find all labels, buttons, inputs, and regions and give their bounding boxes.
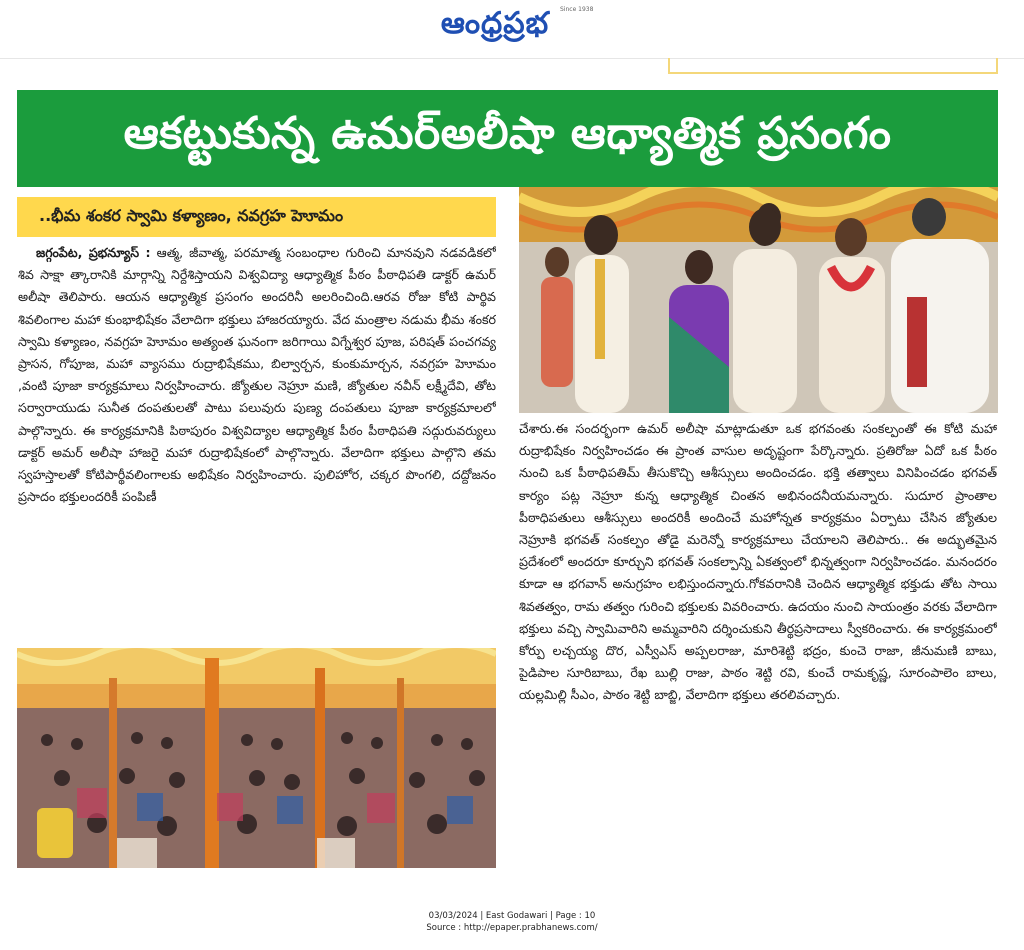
- headline-banner: [17, 90, 998, 187]
- headline: ఆకట్టుకున్న ఉమర్‌అలీషా ఆధ్యాత్మిక ప్రసంగం: [123, 107, 892, 159]
- photo-devotees-crowd: [17, 648, 496, 868]
- article-body-left: [18, 242, 496, 640]
- footer-dateline: 03/03/2024 | East Godawari | Page : 10: [428, 911, 596, 921]
- subheadline: ..భీమ శంకర స్వామి కళ్యాణం, నవగ్రహ హెూమం: [17, 197, 496, 237]
- article-text-right: చేశారు.ఈ సందర్భంగా ఉమర్ అలీషా మాట్లాడుతూ ఒక భగవంతు సంకల్పంతో ఈ కోటి మహా రుద్రాభిషేకం నిర్వహించడం ఈ ప్రాంత వాసుల అదృష్టంగా పేర్కొన్నారు. ప్రతిరోజు ఏదో ఒక పీఠం నుంచి ఒక పీఠాధిపతిమ్ తీసుకొచ్చి ఆశీస్సులు అందించడం. భక్తి తత్వాలు వినిపించడం భగవత్ కార్యం పట్ల నెహ్రూ కున్న ఆధ్యాత్మిక చింతన అభినందనీయమన్నారు. సుదూర ప్రాంతాల పీఠాధిపతులు ఆశీస్సులు అందరికీ అందించే మహోన్నత కార్యక్రమం ఏర్పాటు చేసిన జ్యోతుల నెహ్రూకి భగవత్ సంకల్పం తోడై మరెన్నో కార్యక్రమాలు చేయాలని తెలిపారు.. ఈ అద్భుతమైన ప్రదేశంలో అందరూ కూర్చుని భగవత్ సంకల్పాన్ని ఏకత్వంలో భిన్నత్వంగా నిర్వహించడం. మనందరం కూడా ఆ భగవాన్ అనుగ్రహం లభిస్తుందన్నారు.గోకవరానికి చెందిన ఆధ్యాత్మిక భక్తుడు తోట సాయి శివతత్వం, రామ తత్వం గురించి భక్తులకు వివరించారు. ఉదయం నుంచి సాయంత్రం వరకు వేలాదిగా భక్తులు వచ్చి స్వామివారిని అమ్మవారిని దర్శించుకుని తీర్థప్రసాదాలు స్వీకరించారు. ఈ కార్యక్రమంలో కోర్పు లచ్చయ్య దొర, ఎస్వీఎస్ అప్పలరాజు, మారిశెట్టి భద్రం, కుంచె రాజా, జీనుమణి బాబు, పైడిపాల సూరిబాబు, రేఖ బుల్లి రాజు, పాఠం శెట్టి రవి, కుంచే రామకృష్ణ, సూరంపాలెం బాలు, యల్లమిల్లి సీఎం, పాఠం శెట్టి బాబ్జి, వేలాదిగా భక్తులు తరలివచ్చారు.: [519, 421, 997, 703]
- article-text-left: ఆత్మ, జీవాత్మ, పరమాత్మ సంబంధాల గురించి మానవుని నడవడికలో శివ సాక్షా త్కారానికి మార్గాన్ని నిర్దేశిస్తాయని విశ్వవిద్యా ఆధ్యాత్మిక పీఠం పీఠాధిపతి డాక్టర్ ఉమర్ అలీషా తెలిపారు. ఆయన ఆధ్యాత్మిక ప్రసంగం అందరినీ అలరించింది.ఆరవ రోజు కోటి పార్థివ శివలింగాల మహా కుంభాభిషేకం వేలాదిగా భక్తులు హాజరయ్యారు. వేద మంత్రాల నడుమ భీమ శంకర స్వామి కళ్యాణం, నవగ్రహ హెూమం అత్యంత ఘనంగా జరిగాయి విగ్నేశ్వర పూజ, పరిషత్ పంచగవ్య ప్రాసన, గోపూజ, మహా వ్యాసము రుద్రాభిషేకము, బిల్వార్చన, కుంకుమార్చన, నవగ్రహ హెూమం ,వంటి పూజా కార్యక్రమాలు నిర్వహించారు. జ్యోతుల నెహ్రూ మణి, జ్యోతుల నవీన్ లక్ష్మీదేవి, తోట సర్వారాయుడు సునీత దంపతులతో పాటు పలువురు పుణ్య దంపతులు పూజా కార్యక్రమాలలో పాల్గొన్నారు. ఈ కార్యక్రమానికి పిఠాపురం విశ్వవిద్యాల ఆధ్యాత్మిక పీఠం పీఠాధిపతి సద్గురువర్యులు డాక్టర్ అమర్ అలీషా హాజరై మహా రుద్రాభిషేకంలో పాల్గొన్నారు. వేలాదిగా భక్తులు పాల్గొని తమ స్వహస్తాలతో కోటిపార్థీవలింగాలకు అభిషేకం నిర్వహించారు. పులిహోర, చక్కర పొంగలి, దద్దోజనం ప్రసాదం భక్తులందరికీ పంపిణీ: [18, 245, 496, 505]
- masthead: [0, 0, 1024, 68]
- page-footer: [0, 910, 1024, 934]
- article-body-right: [519, 418, 997, 860]
- previous-article-border: [668, 58, 998, 74]
- newspaper-logo: ఆంధ్రప్రభ: [440, 6, 550, 41]
- logo-tagline: Since 1938: [560, 6, 594, 13]
- footer-source: Source : http://epaper.prabhanews.com/: [426, 923, 598, 933]
- photo-dignitaries: [519, 187, 998, 413]
- dateline: జగ్గంపేట, ప్రభన్యూస్ :: [36, 245, 151, 260]
